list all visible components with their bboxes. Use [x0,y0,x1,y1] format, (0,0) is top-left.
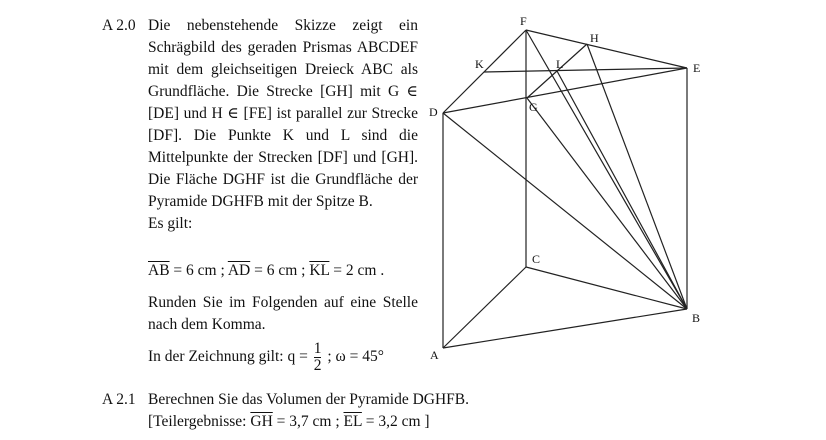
task-number-a21: A 2.1 [102,391,136,408]
label-e: E [693,61,701,75]
label-c: C [532,252,541,266]
segment-ke-line [484,68,687,72]
edge-fe [526,30,687,68]
drawing-prefix: In der Zeichnung gilt: q = [148,348,308,366]
label-g: G [529,100,538,114]
es-gilt-label: Es gilt: [148,215,193,232]
segment-el: $\overline{EL}$ [343,413,362,430]
edge-ac [443,267,526,348]
value-el: = 3,2 cm ] [361,413,430,430]
segment-kl: $\overline{KL}$ [309,262,330,279]
segment-gh: $\overline{GH}$ [250,413,273,430]
edge-lb [557,71,687,309]
task-number-a20: A 2.0 [102,17,136,34]
fraction-denominator: 2 [313,357,322,374]
rounding-instruction: Runden Sie im Folgenden auf eine Stelle nach dem Komma. [148,294,418,333]
fraction-numerator: 1 [313,340,322,357]
edge-cb [526,267,687,309]
value-ab: = 6 cm ; [169,262,228,279]
label-f: F [520,14,527,28]
label-l: L [556,57,564,71]
label-h: H [590,31,599,45]
description-text: Die nebenstehende Skizze zeigt ein Schrägbild des geraden Prismas ABCDEF mit dem gleichseitigen Dreieck ABC als Grundfläche. Die Strecke [GH] mit G ∈ [DE] und H ∈ [FE] ist parallel zur Strecke [DF]. Die Punkte K und L sind die Mittelpunkte der Strecken [DF] und [GH]. Die Fläche DGHF ist die Grundfläche der Pyramide DGHFB mit der Spitze B. [148,17,418,210]
edge-ab [443,309,687,348]
value-kl: = 2 cm . [329,262,385,279]
label-b: B [692,311,701,325]
partial-open: [Teilergebnisse: [148,413,251,430]
label-d: D [429,105,438,119]
value-gh: = 3,7 cm ; [272,413,344,430]
task-question: Berechnen Sie das Volumen der Pyramide DGHFB. [148,391,470,408]
edge-de [443,68,687,113]
edge-gb [527,98,687,309]
segment-ab: $\overline{AB}$ [148,262,170,279]
omega-value: ; ω = 45° [327,348,384,366]
segment-ad: $\overline{AD}$ [227,262,251,279]
label-a: A [430,348,439,362]
label-k: K [475,57,484,71]
value-ad: = 6 cm ; [250,262,310,279]
